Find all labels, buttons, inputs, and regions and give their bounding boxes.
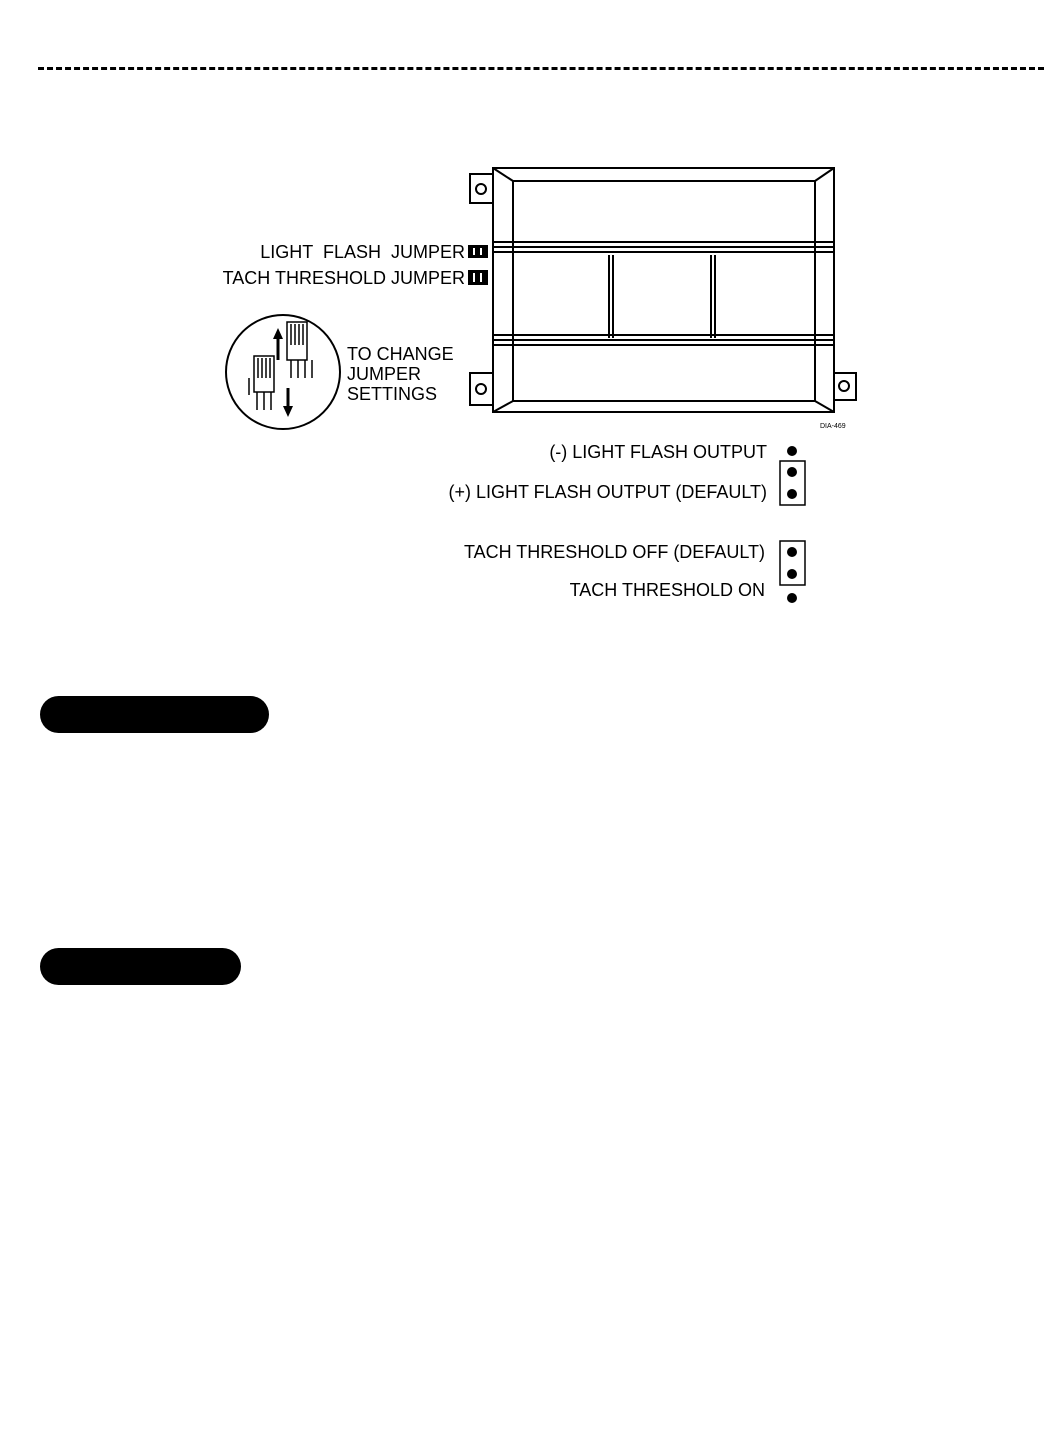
- neg-light-flash-label: (-) LIGHT FLASH OUTPUT: [549, 442, 767, 462]
- control-module: [470, 168, 856, 412]
- light-flash-jumper-label: LIGHT FLASH JUMPER: [260, 242, 465, 262]
- tach-threshold-pin-header: [780, 541, 805, 603]
- mounting-hole-top-left: [476, 184, 486, 194]
- light-flash-pin-header: [780, 446, 805, 505]
- mounting-tab-bottom-left: [470, 373, 493, 405]
- jumper-change-inset: [226, 315, 340, 429]
- jumper-plugs: [468, 245, 488, 285]
- mounting-tab-bottom-right: [834, 373, 856, 400]
- tach-on-label: TACH THRESHOLD ON: [569, 580, 765, 600]
- mounting-hole-bottom-right: [839, 381, 849, 391]
- instruction-line-1: TO CHANGE: [347, 344, 454, 364]
- pin-dot: [787, 569, 797, 579]
- jumper-connector-icon: [249, 356, 274, 410]
- mounting-tab-top-left: [470, 174, 493, 203]
- module-outline: [493, 168, 834, 412]
- tach-threshold-jumper-plug: [468, 270, 488, 285]
- instruction-line-3: SETTINGS: [347, 384, 438, 404]
- tach-threshold-jumper-label: TACH THRESHOLD JUMPER: [222, 268, 465, 288]
- instruction-line-2: JUMPER: [347, 364, 422, 384]
- section-header-bar: [40, 948, 241, 985]
- pos-light-flash-label: (+) LIGHT FLASH OUTPUT (DEFAULT): [448, 482, 767, 502]
- light-flash-jumper-plug: [468, 245, 488, 258]
- section-header-bar: [40, 696, 269, 733]
- pin-dot: [787, 547, 797, 557]
- arrow-up-icon: [273, 328, 283, 360]
- jumper-connector-icon: [287, 322, 312, 378]
- tach-off-label: TACH THRESHOLD OFF (DEFAULT): [463, 542, 765, 562]
- module-bevel: [513, 181, 815, 401]
- mounting-hole-bottom-left: [476, 384, 486, 394]
- figure-id: DIA-469: [820, 423, 846, 430]
- pin-dot: [787, 446, 797, 456]
- pin-dot: [787, 489, 797, 499]
- arrow-down-icon: [283, 388, 293, 417]
- pin-dot: [787, 593, 797, 603]
- pin-dot: [787, 467, 797, 477]
